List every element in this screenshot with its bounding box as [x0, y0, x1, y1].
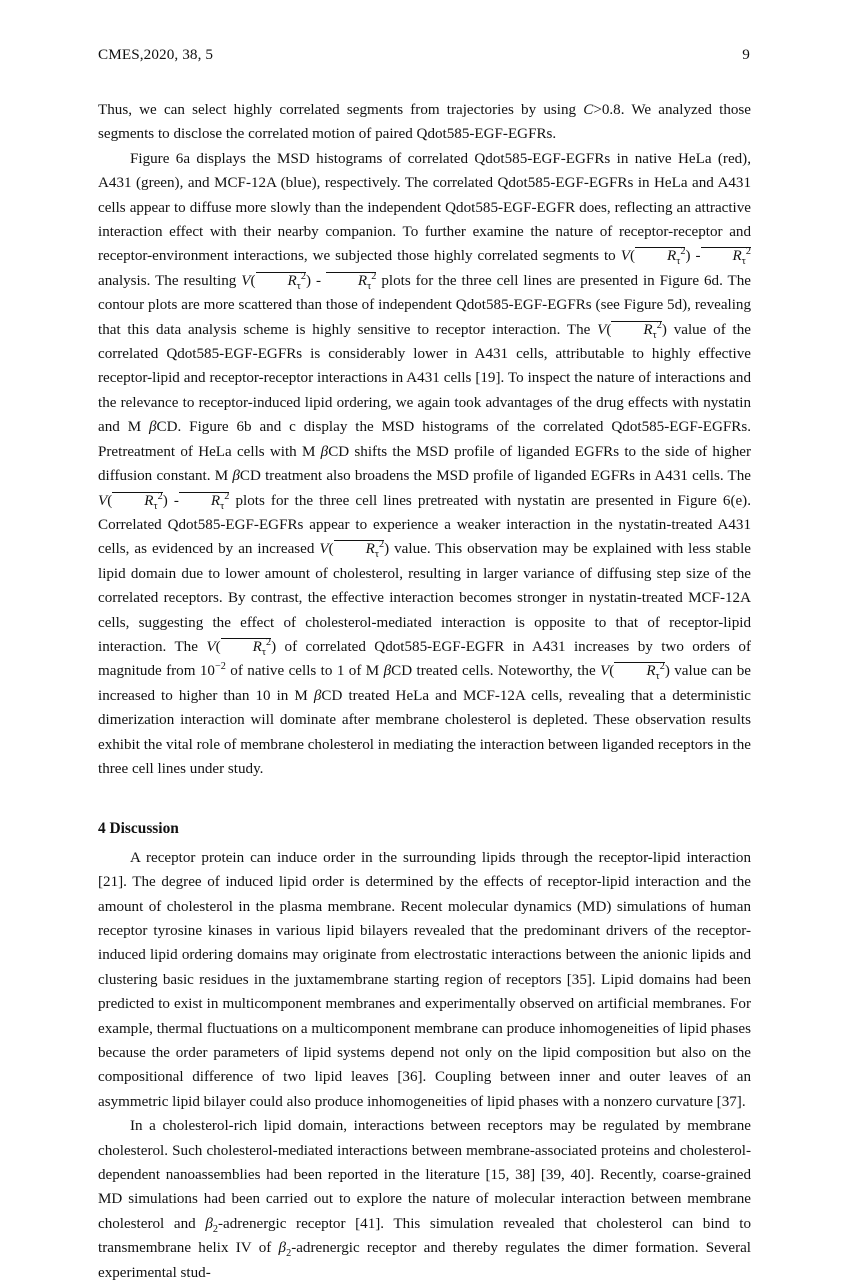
math-V-c: V: [597, 321, 607, 338]
math-overline-group-e: [611, 319, 662, 341]
journal-citation-line: CMES,2020, 38, 5: [98, 46, 214, 63]
beta-subscript-2: 2: [286, 1248, 292, 1260]
para2-seg10: of correlated Qdot585-EGF-EGFR in A431 increases by two orders of magnitude from 10: [98, 638, 752, 680]
math-R-g: R: [210, 492, 221, 509]
math-V-d: V: [98, 492, 108, 509]
para4-seg1: In a cholesterol-rich lipid domain, interactions between receptors may be regulated by membrane cholesterol. Such cholesterol-mediated interactions between membrane-associated proteins and cholesterol-dependent nanoassemblies had been reported in the literature [15, 38] [39, 40]. Recently, coarse-grained MD simulations had been carried out to explore the nature of molecular interaction between membrane cholesterol and: [98, 1118, 751, 1232]
symbol-C: C: [583, 102, 594, 118]
math-paren-close-c: ): [661, 321, 667, 338]
beta-symbol-3: β: [232, 468, 240, 485]
math-R-b: R: [732, 248, 742, 265]
math-paren-open-g: (: [609, 663, 615, 680]
math-v-rtau2-d: [319, 539, 390, 561]
math-overline-group-d: [326, 270, 377, 292]
math-tau-c: τ: [296, 280, 301, 292]
math-R-f: R: [144, 492, 154, 509]
spacer-before-section-heading: [98, 781, 751, 817]
para2-seg11: of native cells to 1 of M: [225, 663, 384, 680]
para4-seg2: -adrenergic receptor [41]. This simulation revealed that cholesterol can bind to transmembrane helix IV of: [98, 1215, 751, 1257]
beta-symbol-7: β: [278, 1240, 287, 1257]
math-tau-e: τ: [652, 329, 657, 341]
math-paren-close-e: ): [384, 541, 390, 558]
math-paren-open-b: (: [250, 272, 256, 289]
beta-symbol-4: β: [383, 663, 392, 680]
math-v-rtau2-c: [597, 319, 667, 341]
para2-seg12: CD treated cells. Noteworthy, the: [391, 663, 601, 680]
math-exp-c: 2: [300, 270, 306, 282]
math-overline-group-g: [179, 490, 230, 512]
beta-symbol-6: β: [205, 1215, 213, 1232]
para2-seg9: value. This observation may be explained with less stable lipid domain due to lower amount of cholesterol, resulting in larger variance of diffusing step size of the correlated receptors. By contrast, the effective interaction becomes stronger in nystatin-treated MCF-12A cells, suggesting the effect of cholesterol-mediated interaction is opposite to that of receptor-lipid interaction. The: [98, 541, 751, 655]
math-R-j: R: [646, 663, 656, 680]
para2-seg7: CD treatment also broadens the MSD profile of liganded EGFRs in A431 cells. The: [239, 468, 752, 485]
para2-seg6: CD shifts the MSD profile of liganded EGFRs to the side of higher diffusion constant. M: [98, 443, 751, 485]
math-exp-h: 2: [379, 539, 385, 551]
math-paren-close-g: ): [664, 663, 670, 680]
math-tau-d: τ: [367, 280, 372, 292]
math-tau-h: τ: [374, 549, 379, 561]
math-minus-a: -: [695, 248, 701, 265]
para1-text-b: >0.8. We analyzed those segments to disclose the correlated motion of paired Qdot585-EGF-EGFRs.: [98, 102, 751, 143]
math-V-a: V: [620, 248, 630, 265]
math-exp-j: 2: [659, 661, 665, 673]
math-paren-open-f: (: [215, 638, 221, 655]
beta-symbol-5: β: [313, 687, 322, 704]
math-paren-close-b: ): [305, 272, 312, 289]
math-minus-c: -: [173, 492, 179, 509]
math-V-g: V: [600, 663, 610, 680]
math-V-f: V: [206, 638, 216, 655]
math-paren-close-f: ): [271, 638, 277, 655]
math-overline-group-f: [112, 490, 163, 512]
math-overline-group-h: [334, 539, 385, 561]
exponent-minus-two: −2: [214, 661, 226, 673]
para2-seg2: analysis. The resulting: [98, 272, 242, 289]
math-overline-group-i: [221, 636, 272, 658]
math-v-rtau2-minus-rtau2-a: [620, 246, 751, 268]
math-exp-b: 2: [745, 246, 751, 258]
math-tau-j: τ: [655, 671, 660, 683]
para2-seg13: value can be increased to higher than 10 in M: [98, 663, 751, 704]
math-overline-group-b: [701, 246, 751, 268]
math-paren-open-a: (: [629, 248, 635, 265]
math-tau-b: τ: [741, 256, 746, 268]
math-overline-group-c: [256, 270, 306, 292]
math-V-e: V: [319, 541, 329, 558]
math-paren-close-d: ): [162, 492, 168, 509]
para2-seg3: plots for the three cell lines are presented in Figure 6d. The contour plots are more scattered than those of independent Qdot585-EGF-EGFRs (see Figure 5d), revealing that this data analysis scheme is highly sensitive to receptor interaction. The: [98, 272, 751, 338]
math-paren-close-a: ): [685, 248, 691, 265]
math-exp-d: 2: [371, 270, 377, 282]
para2-seg1: Figure 6a displays the MSD histograms of correlated Qdot585-EGF-EGFRs in native HeLa (red), A431 (green), and MCF-12A (blue), respectively. The correlated Qdot585-EGF-EGFRs in HeLa and A431 cells appear to diffuse more slowly than the independent Qdot585-EGF-EGFR does, reflecting an attractive interaction effect with their nearby companion. To further examine the nature of receptor-receptor and receptor-environment interactions, we subjected those highly correlated segments to: [98, 150, 751, 265]
math-exp-a: 2: [680, 246, 686, 258]
body-text-column: [98, 98, 751, 1285]
math-paren-open-d: (: [107, 492, 113, 509]
math-R-i: R: [252, 638, 262, 655]
beta-symbol-2: β: [320, 443, 329, 460]
para4-seg3: -adrenergic receptor and thereby regulates the dimer formation. Several experimental stud-: [98, 1240, 751, 1281]
para2-seg5: CD. Figure 6b and c display the MSD histograms of the correlated Qdot585-EGF-EGFRs. Pretreatment of HeLa cells with M: [98, 419, 752, 460]
paragraph-thus: [98, 98, 751, 147]
para2-seg8: plots for the three cell lines pretreated with nystatin are presented in Figure 6(e). Correlated Qdot585-EGF-EGFRs appear to experience a weaker interaction in the nystatin-treated A431 cells, as evidenced by an increased: [98, 492, 751, 558]
paragraph-figure6a: [98, 147, 751, 782]
para1-text-a: Thus, we can select highly correlated segments from trajectories by using: [98, 102, 584, 118]
math-tau-f: τ: [153, 500, 158, 512]
beta-symbol-1: β: [149, 419, 157, 436]
paragraph-cholesterol-rich: [98, 1114, 751, 1285]
math-exp-g: 2: [224, 490, 230, 502]
math-exp-i: 2: [265, 636, 272, 648]
math-R-d: R: [357, 272, 368, 289]
math-exp-e: 2: [656, 319, 662, 331]
math-v-rtau2-e: [206, 636, 277, 658]
running-head: [98, 46, 750, 64]
paragraph-receptor-protein: A receptor protein can induce order in the surrounding lipids through the receptor-lipid interaction [21]. The degree of induced lipid order is determined by the effects of receptor-lipid interaction and the amount of cholesterol in the plasma membrane. Recent molecular dynamics (MD) simulations of human receptor tyrosine kinases in various lipid bilayers revealed that the predominant drivers of the receptor-induced lipid ordering domains may originate from electrostatic interactions between the anionic lipids and clustering basic residues in the juxtamembrane starting region of receptors [35]. Lipid domains had been predicted to exist in multicomponent membranes and experimentally observed on artificial membranes. For example, thermal fluctuations on a multicomponent membrane can produce inhomogeneities of lipid phases because the order parameters of lipid systems depend not only on the lipid composition but also on the compositional difference of two lipid leaves [36]. Coupling between inner and outer leaves of an asymmetric lipid bilayer could also produce inhomogeneities of lipid phases with a nonzero curvature [37].: [98, 849, 751, 1110]
math-exp-f: 2: [157, 490, 163, 502]
page-number: 9: [742, 46, 750, 63]
para2-seg14: CD treated HeLa and MCF-12A cells, revealing that a deterministic dimerization interaction will dominate after membrane cholesterol is depleted. These observation results exhibit the vital role of membrane cholesterol in mediating the interaction between liganded receptors in the three cell lines under study.: [98, 687, 751, 777]
math-R-a: R: [666, 248, 677, 265]
math-tau-i: τ: [261, 646, 266, 658]
math-paren-open-e: (: [328, 541, 334, 558]
math-tau-g: τ: [220, 500, 225, 512]
para2-seg4: value of the correlated Qdot585-EGF-EGFRs is considerably lower in A431 cells, attributable to highly effective receptor-lipid and receptor-receptor interactions in A431 cells [19]. To inspect the nature of interactions and the relevance to receptor-induced lipid ordering, we again took advantages of the drug effects with nystatin and M: [98, 321, 751, 436]
math-overline-group-a: [635, 246, 686, 268]
math-v-rtau2-f: [600, 661, 670, 683]
section-heading-discussion: 4 Discussion: [98, 820, 179, 838]
math-overline-group-j: [614, 661, 665, 683]
math-v-rtau2-minus-rtau2-b: [241, 270, 377, 292]
math-tau-a: τ: [676, 256, 681, 268]
math-R-h: R: [365, 541, 375, 558]
beta-subscript-1: 2: [212, 1223, 218, 1235]
math-R-c: R: [287, 272, 297, 289]
math-v-rtau2-minus-rtau2-c: [98, 490, 230, 512]
math-V-b: V: [241, 272, 251, 289]
math-paren-open-c: (: [606, 321, 612, 338]
math-minus-b: -: [315, 272, 321, 289]
math-R-e: R: [643, 321, 653, 338]
